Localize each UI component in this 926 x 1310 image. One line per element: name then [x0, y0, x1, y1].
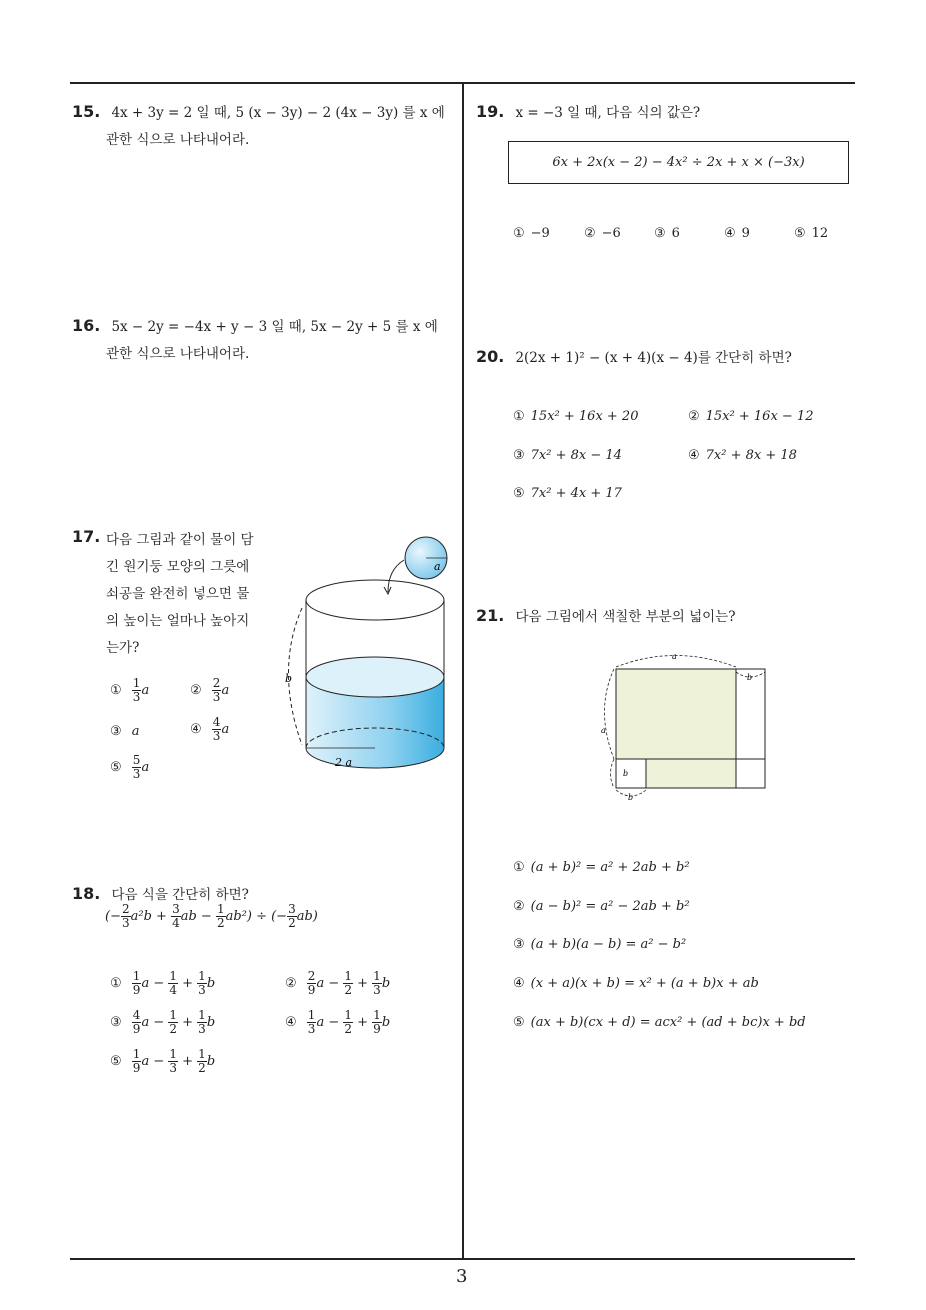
question-number: 17. — [72, 527, 101, 546]
choice-3[interactable] — [513, 937, 686, 952]
fraction — [132, 754, 142, 781]
choice-4[interactable] — [688, 448, 797, 463]
denominator: 3 — [212, 690, 221, 704]
shaded-bottom — [646, 759, 736, 788]
bottom-rule — [70, 1258, 855, 1260]
choice-5[interactable] — [513, 486, 622, 501]
ball-radius-label: a — [434, 560, 441, 573]
choice-var: a — [221, 683, 230, 698]
question-21 — [476, 604, 856, 631]
choice-var: a — [141, 683, 150, 698]
label-a-left: a — [601, 726, 606, 735]
choice-2[interactable] — [688, 409, 813, 424]
choice-number: ② — [285, 976, 297, 991]
question-number: 18. — [72, 884, 101, 903]
question-number: 20. — [476, 347, 505, 366]
numerator: 4 — [212, 715, 221, 729]
question-text: 다음 식을 간단히 하면? — [111, 887, 249, 903]
question-text-line1: 5x − 2y = −4x + y − 3 일 때, 5x − 2y + 5 를 x 에 — [111, 319, 438, 335]
choice-number: ④ — [285, 1015, 297, 1030]
choice-value: (x + a)(x + b) = x² + (a + b)x + ab — [530, 976, 759, 991]
choice-number: ① — [513, 226, 525, 241]
choice-value: (a + b)(a − b) = a² − b² — [530, 937, 687, 952]
choice-4[interactable] — [724, 226, 750, 241]
question-text-line2: 관한 식으로 나타내어라. — [106, 346, 250, 362]
choice-4[interactable] — [513, 976, 759, 991]
question-20 — [476, 345, 856, 372]
choice-number: ⑤ — [794, 226, 806, 241]
denominator: 3 — [132, 767, 141, 781]
choice-value: 15x² + 16x − 12 — [705, 409, 814, 424]
question-18-expression: (− $\frac{2}{3}$ a²b + $\frac{3}{4}$ ab − $\frac{1}{2}$ ab²) ÷ (− $\frac{3}{2}$ ab) — [105, 902, 318, 930]
choice-number: ⑤ — [513, 486, 525, 501]
choice-var: a — [221, 722, 230, 737]
choice-number: ③ — [110, 1015, 122, 1030]
choice-number: ④ — [688, 448, 700, 463]
denominator: 3 — [132, 690, 141, 704]
choice-1[interactable] — [513, 226, 550, 241]
text-line: 쇠공을 완전히 넣으면 물 — [106, 586, 250, 602]
choice-number: ② — [190, 683, 202, 698]
cylinder-figure — [280, 530, 460, 785]
question-number: 15. — [72, 102, 101, 121]
choice-1[interactable]: ① $\frac{1}{9}$ a − $\frac{1}{4}$ + $\frac{1}{3}$ b — [110, 969, 216, 997]
choice-3[interactable]: ③ $\frac{4}{9}$ a − $\frac{1}{2}$ + $\frac{1}{3}$ b — [110, 1008, 216, 1036]
choice-number: ⑤ — [513, 1015, 525, 1030]
choice-number: ③ — [513, 448, 525, 463]
choice-2[interactable] — [190, 677, 229, 704]
choice-value: (ax + b)(cx + d) = acx² + (ad + bc)x + bd — [530, 1015, 806, 1030]
label-a-top: a — [672, 652, 677, 661]
choice-number: ③ — [513, 937, 525, 952]
choice-2[interactable]: ② $\frac{2}{9}$ a − $\frac{1}{2}$ + $\frac{1}{3}$ b — [285, 969, 391, 997]
column-divider — [462, 82, 464, 1259]
choice-value: 6 — [671, 226, 680, 241]
choice-3[interactable] — [110, 724, 140, 739]
choice-number: ③ — [110, 724, 122, 739]
choice-1[interactable] — [513, 860, 690, 875]
question-17 — [72, 527, 287, 656]
text-line: 는가? — [106, 640, 140, 656]
denominator: 3 — [212, 729, 221, 743]
choice-5[interactable] — [513, 1015, 806, 1030]
choice-2[interactable] — [513, 899, 690, 914]
choice-3[interactable] — [654, 226, 680, 241]
shaded-top — [616, 669, 736, 759]
choice-number: ② — [584, 226, 596, 241]
choice-number: ① — [110, 976, 122, 991]
question-text: x = −3 일 때, 다음 식의 값은? — [515, 105, 701, 121]
choice-5[interactable]: ⑤ $\frac{1}{9}$ a − $\frac{1}{3}$ + $\frac{1}{2}$ b — [110, 1047, 216, 1075]
numerator: 2 — [212, 676, 221, 690]
choice-4[interactable]: ④ $\frac{1}{3}$ a − $\frac{1}{2}$ + $\frac{1}{9}$ b — [285, 1008, 391, 1036]
choice-number: ④ — [190, 722, 202, 737]
choice-number: ④ — [513, 976, 525, 991]
choice-number: ⑤ — [110, 760, 122, 775]
choice-number: ② — [688, 409, 700, 424]
fraction — [132, 677, 142, 704]
choice-value: −6 — [601, 226, 621, 241]
choice-5[interactable] — [794, 226, 828, 241]
text-line: 의 높이는 얼마나 높아지 — [106, 613, 250, 629]
expression-box — [508, 141, 849, 184]
question-text-line2: 관한 식으로 나타내어라. — [106, 132, 250, 148]
page-number: 3 — [456, 1266, 468, 1287]
question-text: 다음 그림에서 색칠한 부분의 넓이는? — [515, 609, 736, 625]
choice-value: 7x² + 8x − 14 — [530, 448, 622, 463]
text-line: 다음 그림과 같이 물이 담 — [106, 532, 254, 548]
choice-2[interactable] — [584, 226, 621, 241]
label-b-bottom: b — [628, 793, 634, 802]
question-text — [106, 527, 296, 662]
choice-number: ③ — [654, 226, 666, 241]
choice-4[interactable] — [190, 716, 229, 743]
choice-number: ① — [513, 860, 525, 875]
fraction — [212, 716, 222, 743]
question-number: 19. — [476, 102, 505, 121]
fraction — [212, 677, 222, 704]
choice-number: ⑤ — [110, 1054, 122, 1069]
question-text: 2(2x + 1)² − (x + 4)(x − 4)를 간단히 하면? — [515, 350, 792, 366]
choice-number: ② — [513, 899, 525, 914]
choice-1[interactable] — [110, 677, 149, 704]
choice-value: (a + b)² = a² + 2ab + b² — [530, 860, 690, 875]
choice-var: a — [141, 760, 150, 775]
choice-value: 9 — [741, 226, 750, 241]
choice-value: −9 — [530, 226, 550, 241]
choice-value: (a − b)² = a² − 2ab + b² — [530, 899, 690, 914]
label-b-left: b — [623, 769, 629, 778]
numerator: 1 — [132, 676, 141, 690]
choice-3[interactable] — [513, 448, 622, 463]
question-number: 16. — [72, 316, 101, 335]
water-surface — [306, 657, 444, 697]
choice-number: ④ — [724, 226, 736, 241]
choice-number: ① — [110, 683, 122, 698]
question-number: 21. — [476, 606, 505, 625]
label-b-top: b — [747, 673, 753, 682]
choice-1[interactable] — [513, 409, 638, 424]
choice-value: 15x² + 16x + 20 — [530, 409, 639, 424]
choice-value: 7x² + 4x + 17 — [530, 486, 622, 501]
text-line: 긴 원기둥 모양의 그릇에 — [106, 559, 250, 575]
question-15 — [72, 100, 457, 154]
expression: 6x + 2x(x − 2) − 4x² ÷ 2x + x × (−3x) — [552, 155, 805, 170]
question-text-line1: 4x + 3y = 2 일 때, 5 (x − 3y) − 2 (4x − 3y) 를 x 에 — [111, 105, 445, 121]
numerator: 5 — [132, 753, 141, 767]
question-16 — [72, 314, 457, 368]
question-19 — [476, 100, 856, 127]
square-figure — [595, 650, 775, 805]
base-label: 2 a — [335, 756, 353, 769]
choice-5[interactable] — [110, 754, 149, 781]
choice-var: a — [131, 724, 140, 739]
choice-number: ① — [513, 409, 525, 424]
height-label: b — [285, 672, 293, 685]
choice-value: 7x² + 8x + 18 — [705, 448, 797, 463]
choice-value: 12 — [811, 226, 829, 241]
